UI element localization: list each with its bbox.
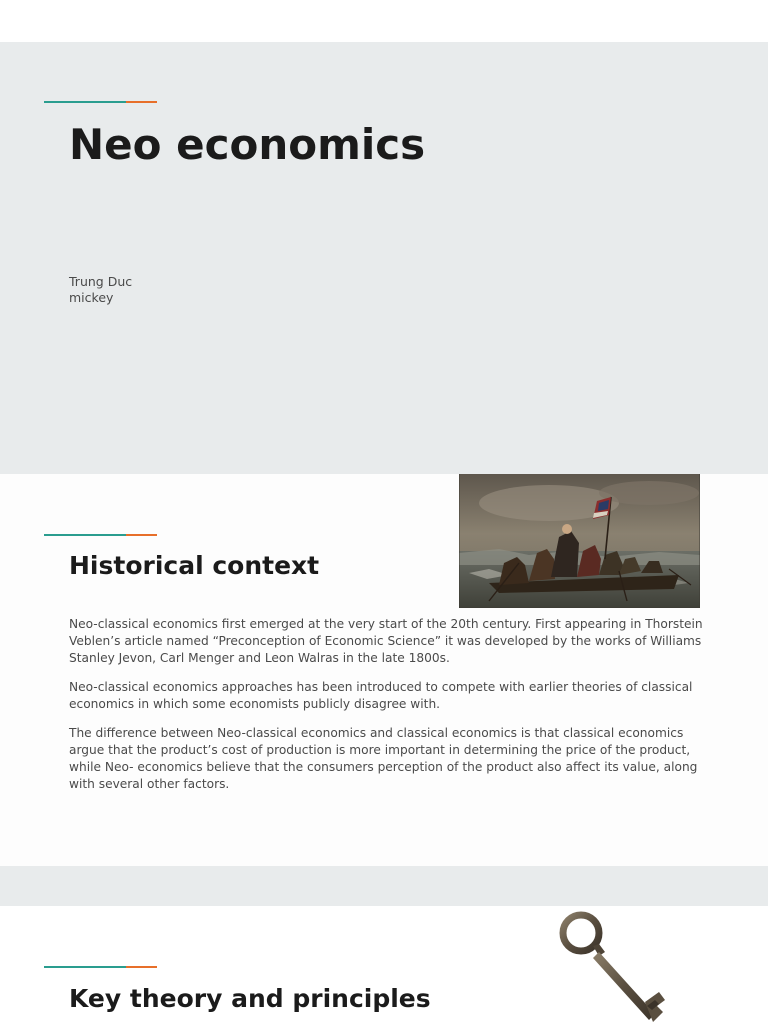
author-name: Trung Duc — [69, 274, 133, 289]
accent-line-orange — [126, 534, 157, 536]
title-slide — [0, 42, 768, 474]
painting-washington-crossing-icon — [459, 474, 700, 608]
accent-line-teal — [44, 966, 126, 968]
key-image — [549, 906, 685, 1024]
accent-line-orange — [126, 101, 157, 103]
antique-key-icon — [549, 906, 685, 1024]
presentation-title: Neo economics — [69, 120, 426, 169]
painting-image — [459, 474, 700, 608]
slide-gap — [0, 866, 768, 906]
accent-line-teal — [44, 101, 126, 103]
accent-line — [44, 966, 157, 968]
accent-line — [44, 101, 157, 103]
historical-context-slide — [0, 474, 768, 866]
paragraph: The difference between Neo-classical economics and classical economics is that classical economics argue that the product’s cost of production is more important in determining the price of the product, while Neo- economics believe that the consumers perception of the product also affect its value, along with several other factors. — [69, 726, 698, 791]
section-title-key-theory: Key theory and principles — [69, 984, 431, 1013]
key-theory-slide — [0, 906, 768, 1024]
accent-line — [44, 534, 157, 536]
author-block — [69, 274, 132, 306]
section-title-historical-context: Historical context — [69, 551, 320, 580]
historical-context-body — [69, 616, 705, 805]
paragraph: Neo-classical economics approaches has been introduced to compete with earlier theories of classical economics in which some economists publicly disagree with. — [69, 680, 693, 711]
accent-line-orange — [126, 966, 157, 968]
author-handle: mickey — [69, 290, 114, 305]
accent-line-teal — [44, 534, 126, 536]
paragraph: Neo-classical economics first emerged at the very start of the 20th century. First appearing in Thorstein Veblen’s article named “Preconception of Economic Science” it was developed by the works of Williams Stanley Jevon, Carl Menger and Leon Walras in the late 1800s. — [69, 617, 703, 665]
